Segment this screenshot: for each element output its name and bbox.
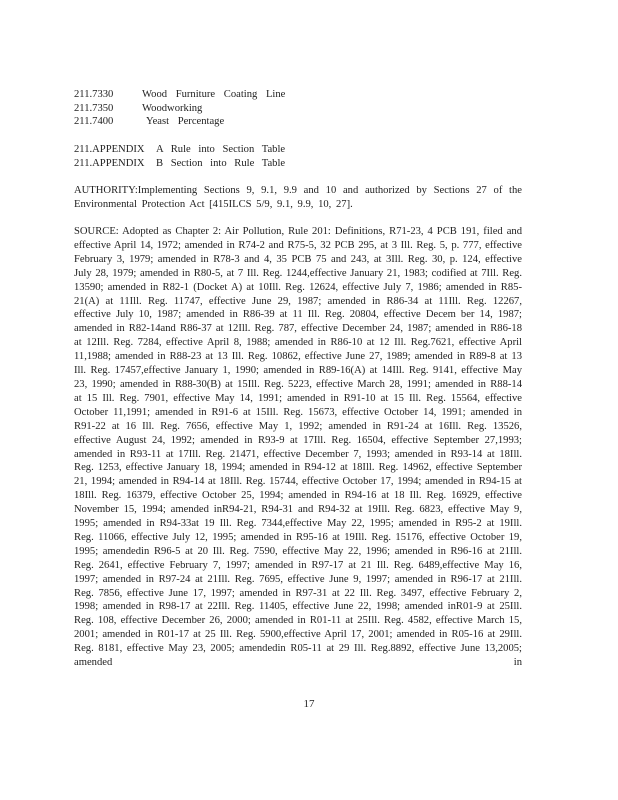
source-note: SOURCE: Adopted as Chapter 2: Air Pollution, Rule 201: Definitions, R71-23, 4 PCB 191, filed and effective April 14, 1972; amended in R74-2 and R75-5, 32 PCB 295, at 3 Ill. Reg. 5, p. 777, effective February 3, 1979; amended in R78-3 and 4, 35 PCB 75 and 243, at 3Ill. Reg. 30, p. 124, effective July 28, 1979; amended in R80-5, at 7 Ill. Reg. 1244,effective January 21, 1983; codified at 7Ill. Reg. 13590; amended in R82-1 (Docket A) at 10Ill. Reg. 12624, effective July 7, 1986; amended in R85-21(A) at 11Ill. Reg. 11747, effective June 29, 1987; amended in R86-34 at 11Ill. Reg. 12267, effective July 10, 1987; amended in R86-39 at 11 Ill. Reg. 20804, effective Decem ber 14, 1987; amended in R82-14and R86-37 at 12Ill. Reg. 787, effective December 24, 1987; amended in R86-18 at 12Ill. Reg. 7284, effective April 8, 1988; amended in R86-10 at 12 Ill. Reg.7621, effective April 11,1988; amended in R88-23 at 13 Ill. Reg. 10862, effective June 27, 1989; amended in R89-8 at 13 Ill. Reg. 17457,effective January 1, 1990; amended in R89-16(A) at 14Ill. Reg. 9141, effective May 23, 1990; amended in R88-30(B) at 15Ill. Reg. 5223, effective March 28, 1991; amended in R88-14 at 15 Ill. Reg. 7901, effective May 14, 1991; amended in R91-10 at 15 Ill. Reg. 15564, effective October 11,1991; amended in R91-6 at 15Ill. Reg. 15673, effective October 14, 1991; amended in R91-22 at 16 Ill. Reg. 7656, effective May 1, 1992; amended in R91-24 at 16Ill. Reg. 13526, effective August 24, 1992; amended in R93-9 at 17Ill. Reg. 16504, effective September 27,1993; amended in R93-11 at 17Ill. Reg. 21471, effective December 7, 1993; amended in R93-14 at 18Ill. Reg. 1253, effective January 18, 1994; amended in R94-12 at 18Ill. Reg. 14962, effective September 21, 1994; amended in R94-14 at 18Ill. Reg. 15744, effective October 17, 1994; amended in R94-15 at 18Ill. Reg. 16379, effective October 25, 1994; amended in R94-16 at 18 Ill. Reg. 16929, effective November 15, 1994; amended inR94-21, R94-31 and R94-32 at 19Ill. Reg. 6823, effective May 9, 1995; amended in R94-33at 19 Ill. Reg. 7344,effective May 22, 1995; amended in R95-2 at 19Ill. Reg. 11066, effective July 12, 1995; amended in R95-16 at 19Ill. Reg. 15176, effective October 19, 1995; amendedin R96-5 at 20 Ill. Reg. 7590, effective May 22, 1996; amended in R96-16 at 21Ill. Reg. 2641, effective February 7, 1997; amended in R97-17 at 21 Ill. Reg. 6489,effective May 16, 1997; amended in R97-24 at 21Ill. Reg. 7695, effective June 9, 1997; amended in R96-17 at 21Ill. Reg. 7856, effective June 17, 1997; amended in R97-31 at 22 Ill. Reg. 3497, effective February 2, 1998; amended in R98-17 at 22Ill. Reg. 11405, effective June 22, 1998; amended inR01-9 at 25Ill. Reg. 108, effective December 26, 2000; amended in R01-11 at 25Ill. Reg. 4582, effective March 15, 2001; amended in R01-17 at 25 Ill. Reg. 5900,effective April 17, 2001; amended in R05-16 at 29Ill. Reg. 8181, effective May 23, 2005; amendedin R05-11 at 29 Ill. Reg.8892, effective June 13,2005; amended in xyxy=(74,226,522,669)
page-number: 17 xyxy=(303,698,315,710)
appendix-list xyxy=(74,143,285,170)
section-title: Yeast Percentage xyxy=(146,116,225,128)
appendix-title: A Rule into Section Table xyxy=(156,144,286,155)
section-number: 211.7330 xyxy=(74,89,114,100)
appendix-entry xyxy=(74,157,285,171)
appendix-entry xyxy=(74,143,285,157)
section-entry xyxy=(74,102,285,116)
section-list xyxy=(74,88,285,129)
appendix-number: 211.APPENDIX xyxy=(74,157,145,169)
section-number: 211.7400 xyxy=(74,116,114,128)
section-title: Woodworking xyxy=(142,102,203,114)
appendix-number: 211.APPENDIX xyxy=(74,144,145,155)
appendix-title: B Section into Rule Table xyxy=(156,157,286,169)
section-entry xyxy=(74,115,285,129)
section-title: Wood Furniture Coating Line xyxy=(142,89,286,100)
section-number: 211.7350 xyxy=(74,102,114,114)
authority-note: AUTHORITY:Implementing Sections 9, 9.1, 9.9 and 10 and authorized by Sections 27 of the Environmental Protection Act [415ILCS 5/9, 9.1, 9.9, 10, 27]. xyxy=(74,185,522,210)
section-entry xyxy=(74,88,285,102)
